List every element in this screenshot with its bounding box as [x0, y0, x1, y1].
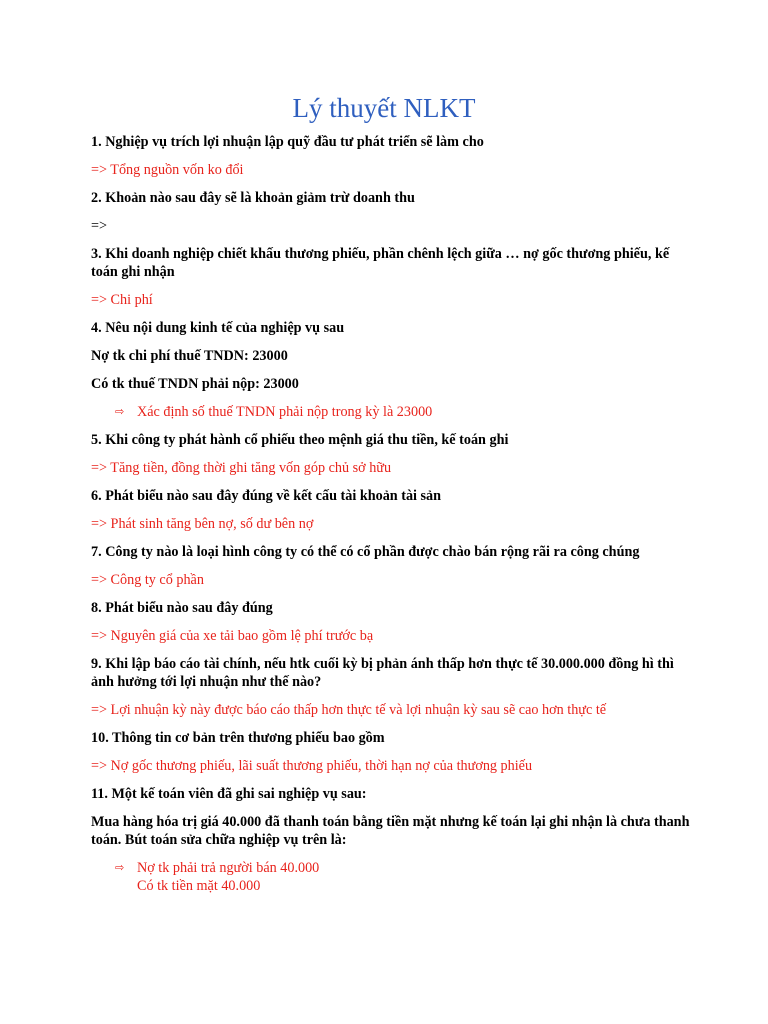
answer-6: => Phát sinh tăng bên nợ, số dư bên nợ: [91, 516, 314, 532]
question-6: 6. Phát biểu nào sau đây đúng về kết cấu tài khoản tài sản: [91, 488, 442, 504]
question-5: 5. Khi công ty phát hành cổ phiếu theo mệnh giá thu tiền, kế toán ghi: [91, 432, 509, 448]
question-4: 4. Nêu nội dung kinh tế của nghiệp vụ sau: [91, 320, 345, 336]
answer-11-debit-line: Nợ tk phải trả người bán 40.000: [137, 860, 320, 876]
question-8: 8. Phát biểu nào sau đây đúng: [91, 600, 273, 616]
document-title: Lý thuyết NLKT: [292, 93, 476, 123]
question-2: 2. Khoản nào sau đây sẽ là khoản giảm trừ doanh thu: [91, 190, 415, 206]
answer-10: => Nợ gốc thương phiếu, lãi suất thương phiếu, thời hạn nợ của thương phiếu: [91, 758, 533, 774]
question-11: 11. Một kế toán viên đã ghi sai nghiệp vụ sau:: [91, 786, 367, 802]
answer-2: =>: [91, 218, 108, 234]
answer-4: [91, 403, 691, 421]
arrow-bullet-icon: ⇨: [115, 405, 125, 418]
question-11-detail: Mua hàng hóa trị giá 40.000 đã thanh toán bằng tiền mặt nhưng kế toán lại ghi nhận là chưa thanh toán. Bút toán sửa chữa nghiệp vụ trên là:: [91, 814, 690, 848]
answer-5: => Tăng tiền, đồng thời ghi tăng vốn góp chủ sở hữu: [91, 460, 392, 476]
question-4-debit-line: Nợ tk chi phí thuế TNDN: 23000: [91, 348, 288, 364]
answer-4-text: Xác định số thuế TNDN phải nộp trong kỳ là 23000: [137, 404, 433, 420]
question-3: 3. Khi doanh nghiệp chiết khấu thương phiếu, phần chênh lệch giữa … nợ gốc thương phiếu, kế toán ghi nhận: [91, 246, 670, 280]
answer-8: => Nguyên giá của xe tải bao gồm lệ phí trước bạ: [91, 628, 374, 644]
answer-11-credit-line: Có tk tiền mặt 40.000: [137, 878, 261, 894]
arrow-bullet-icon: ⇨: [115, 861, 125, 874]
answer-3: => Chi phí: [91, 292, 153, 308]
answer-11: [91, 859, 691, 895]
answer-7: => Công ty cổ phần: [91, 572, 204, 588]
question-1: 1. Nghiệp vụ trích lợi nhuận lập quỹ đầu tư phát triển sẽ làm cho: [91, 134, 484, 150]
question-7: 7. Công ty nào là loại hình công ty có thể có cổ phần được chào bán rộng rãi ra công chúng: [91, 544, 640, 560]
question-10: 10. Thông tin cơ bản trên thương phiếu bao gồm: [91, 730, 385, 746]
question-9: 9. Khi lập báo cáo tài chính, nếu htk cuối kỳ bị phản ánh thấp hơn thực tế 30.000.000 đồng hì thì ảnh hưởng tới lợi nhuận như thế nào?: [91, 656, 674, 690]
answer-1: => Tổng nguồn vốn ko đổi: [91, 162, 244, 178]
question-4-credit-line: Có tk thuế TNDN phải nộp: 23000: [91, 376, 299, 392]
document-body: [91, 133, 691, 905]
answer-9: => Lợi nhuận kỳ này được báo cáo thấp hơn thực tế và lợi nhuận kỳ sau sẽ cao hơn thực tế: [91, 702, 607, 718]
